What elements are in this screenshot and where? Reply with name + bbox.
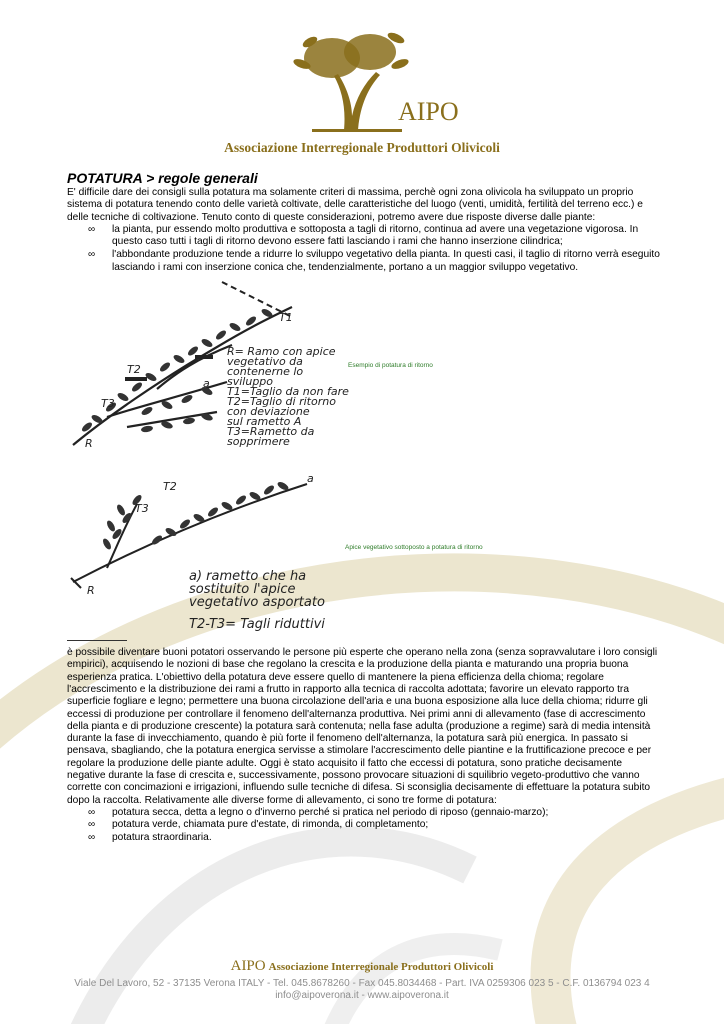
body-paragraph: è possibile diventare buoni potatori osservando le persone più esperte che operano nella zona (senza sopravvalutare i loro consigli empirici), acquisendo le nozioni di base che regolano la crescita e la produzione della pianta e maturando una propria buona esperienza pratica. L'obiettivo della potatura deve essere quello di mantenere la piena efficienza della chioma; regolare l'accrescimento e la distribuzione dei rami a frutto in rapporto alla tecnica di raccolta adottata; favorire un elevato rapporto tra superficie fogliare e legno; permettere una buona circolazione dell'aria e una buona esposizione alla luce della chioma; ridurre gli eccessi di produzione per controllare il fenomeno dell'alternanza produttiva. Nei primi anni di allevamento (fase di accrescimento della pianta e di produzione crescente) la potatura sarà contenuta; nella fase adulta (produzione a regime) sarà di media intensità durante la fase di invecchiamento, quando è più forte il fenomeno dell'alternanza, la potatura sarà più energica. In passato si pensava, sbagliando, che la potatura energica servisse a stimolare l'accrescimento delle piantine e la fruttificazione precoce e per regolare la produzione delle piante adulte. Oggi è stato acquisito il fatto che eccessi di potatura, sono pratiche decisamente negative durante la fase di crescita e, successivamente, possono provocare situazioni di squilibrio vegeto-produttivo che vanno corrette con concimazioni e irrigazioni, influendo sulle tecniche di difesa. Si sconsiglia decisamente di effettuare la potatura subito dopo la raccolta. Relativamente alle diverse forme di allevamento, ci sono tre forme di potatura: <box>67 647 658 806</box>
footer-address: Viale Del Lavoro, 52 - 37135 Verona ITALY - Tel. 045.8678260 - Fax 045.8034468 - Part. IVA 0259306 023 5 - C.F. 0136794 023 4 <box>74 978 650 989</box>
list-item: ∞ potatura verde, chiamata pure d'estate, di rimonda, di completamento; <box>88 819 429 831</box>
footer-wordmark: AIPO <box>230 958 266 974</box>
figure2-note: a) rametto che ha sostituito l'apice vegetativo asportato <box>189 569 325 611</box>
bullet-icon: ∞ <box>88 806 96 818</box>
figure2-caption: Apice vegetativo sottoposto a potatura di ritorno <box>345 544 483 552</box>
label-a: a <box>307 472 314 486</box>
bullet-icon: ∞ <box>88 819 96 831</box>
footer-brand <box>0 958 724 975</box>
label-r: R <box>87 584 95 598</box>
footer <box>0 958 724 1001</box>
label-t3: T3 <box>135 502 149 516</box>
pruning-forms-list <box>67 807 662 844</box>
olive-tree-logo <box>272 28 459 138</box>
bullet-icon: ∞ <box>88 249 96 261</box>
bullet-icon: ∞ <box>88 831 96 843</box>
intro-list <box>67 224 662 274</box>
list-item: ∞ la pianta, pur essendo molto produttiva e sottoposta a tagli di ritorno, continua ad avere una vegetazione vigorosa. In questo caso tutti i tagli di ritorno devono essere fatti lasciando i rami che hanno inserzione cilindrica; <box>88 223 639 248</box>
figure-return-pruning <box>67 277 662 452</box>
label-t1-top: T1 <box>279 311 293 325</box>
list-item: ∞ l'abbondante produzione tende a ridurre lo sviluppo vegetativo della pianta. In questi casi, il taglio di ritorno verrà eseguito lasciando i rami con inserzione conica che, tendenzialmente, portano a un maggior sviluppo vegetativo. <box>88 249 660 273</box>
figure1-caption: Esempio di potatura di ritorno <box>348 362 433 370</box>
label-a: a <box>203 377 210 391</box>
label-t2: T2 <box>163 480 177 494</box>
label-t2: T2 <box>127 363 141 377</box>
footer-contacts[interactable]: info@aipoverona.it - www.aipoverona.it <box>275 990 449 1001</box>
divider <box>67 640 127 641</box>
list-item: ∞ potatura secca, detta a legno o d'inverno perché si pratica nel periodo di riposo (gennaio-marzo); <box>88 806 549 818</box>
footer-association: Associazione Interregionale Produttori Olivicoli <box>268 961 494 973</box>
article <box>67 170 662 844</box>
figure1-legend: R= Ramo con apice vegetativo da contenerne lo sviluppo T1=Taglio da non fare T2=Taglio di ritorno con deviazione sul rametto A T3=Rametto da sopprimere <box>227 345 349 449</box>
association-name: Associazione Interregionale Produttori Olivicoli <box>224 140 500 155</box>
brand-wordmark: AIPO <box>398 97 459 126</box>
label-t3: T3 <box>101 397 115 411</box>
figure-apex-pruning <box>67 474 662 634</box>
bullet-icon: ∞ <box>88 223 96 235</box>
page-title: POTATURA > regole generali <box>67 170 258 186</box>
figure2-cuts: T2-T3= Tagli riduttivi <box>189 617 325 633</box>
intro-paragraph: E' difficile dare dei consigli sulla potatura ma solamente criteri di massima, perchè ogni zona olivicola ha sviluppato un proprio sistema di potatura tenendo conto delle varietà coltivate, delle caratteristiche del luogo (venti, umidità, fertilità del terreno ecc.) e delle tecniche di coltivazione. Tenuto conto di queste considerazioni, potremo avere due risposte diverse dalle piante: <box>67 187 643 223</box>
label-r: R <box>85 437 93 451</box>
list-item: ∞ potatura straordinaria. <box>88 831 212 843</box>
header <box>0 28 724 138</box>
